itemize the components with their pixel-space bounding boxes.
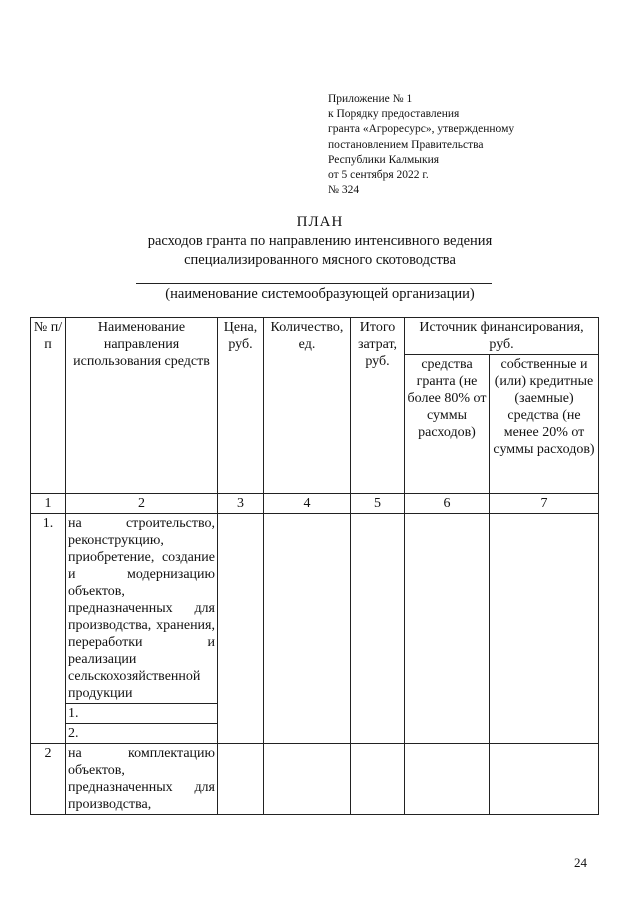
row-price-cell <box>218 514 264 744</box>
row-own-cell <box>490 514 599 744</box>
header-price: Цена, руб. <box>218 318 264 494</box>
table-row <box>31 744 599 815</box>
row-price-cell <box>218 744 264 815</box>
organization-name-blank <box>136 283 492 284</box>
row-quantity-cell <box>264 744 351 815</box>
header-grant-funds: средства гранта (не более 80% от суммы расходов) <box>405 355 490 494</box>
column-number: 7 <box>490 494 599 514</box>
column-number: 4 <box>264 494 351 514</box>
header-row <box>31 318 599 355</box>
row-own-cell <box>490 744 599 815</box>
column-number: 1 <box>31 494 66 514</box>
subrow-label: 2. <box>66 724 218 744</box>
row-number: 2 <box>31 744 66 815</box>
row-total-cell <box>351 744 405 815</box>
document-title: ПЛАН <box>296 214 344 230</box>
header-num: № п/п <box>31 318 66 494</box>
header-quantity: Количество, ед. <box>264 318 351 494</box>
row-expense-direction: на строительство, реконструкцию, приобретение, создание и модернизацию объектов, предназначенных для производства, хранения, переработки и реализации сельскохозяйственной продукции <box>66 514 218 704</box>
appendix-reference: Приложение № 1 к Порядку предоставления гранта «Агроресурс», утвержденному постановлением Правительства Республики Калмыкия от 5 сентября 2022 г. № 324 <box>328 93 515 197</box>
document-subtitle-line-2: специализированного мясного скотоводства <box>184 252 456 268</box>
subrow-label: 1. <box>66 704 218 724</box>
header-funding-source: Источник финансирования, руб. <box>405 318 599 355</box>
header-name: Наименование направления использования средств <box>66 318 218 494</box>
row-quantity-cell <box>264 514 351 744</box>
header-own-funds: собственные и (или) кредитные (заемные) средства (не менее 20% от суммы расходов) <box>490 355 599 494</box>
column-number: 2 <box>66 494 218 514</box>
row-total-cell <box>351 514 405 744</box>
header-total: Итого затрат, руб. <box>351 318 405 494</box>
expense-plan-table <box>30 317 599 815</box>
table-row <box>31 514 599 704</box>
page-number: 24 <box>574 855 587 870</box>
row-grant-cell <box>405 744 490 815</box>
document-subtitle-line-1: расходов гранта по направлению интенсивного ведения <box>147 233 493 249</box>
column-number-row <box>31 494 599 514</box>
row-number: 1. <box>31 514 66 744</box>
organization-name-caption: (наименование системообразующей организации) <box>165 286 475 302</box>
column-number: 5 <box>351 494 405 514</box>
column-number: 3 <box>218 494 264 514</box>
row-expense-direction: на комплектацию объектов, предназначенных для производства, <box>66 744 218 815</box>
row-grant-cell <box>405 514 490 744</box>
column-number: 6 <box>405 494 490 514</box>
